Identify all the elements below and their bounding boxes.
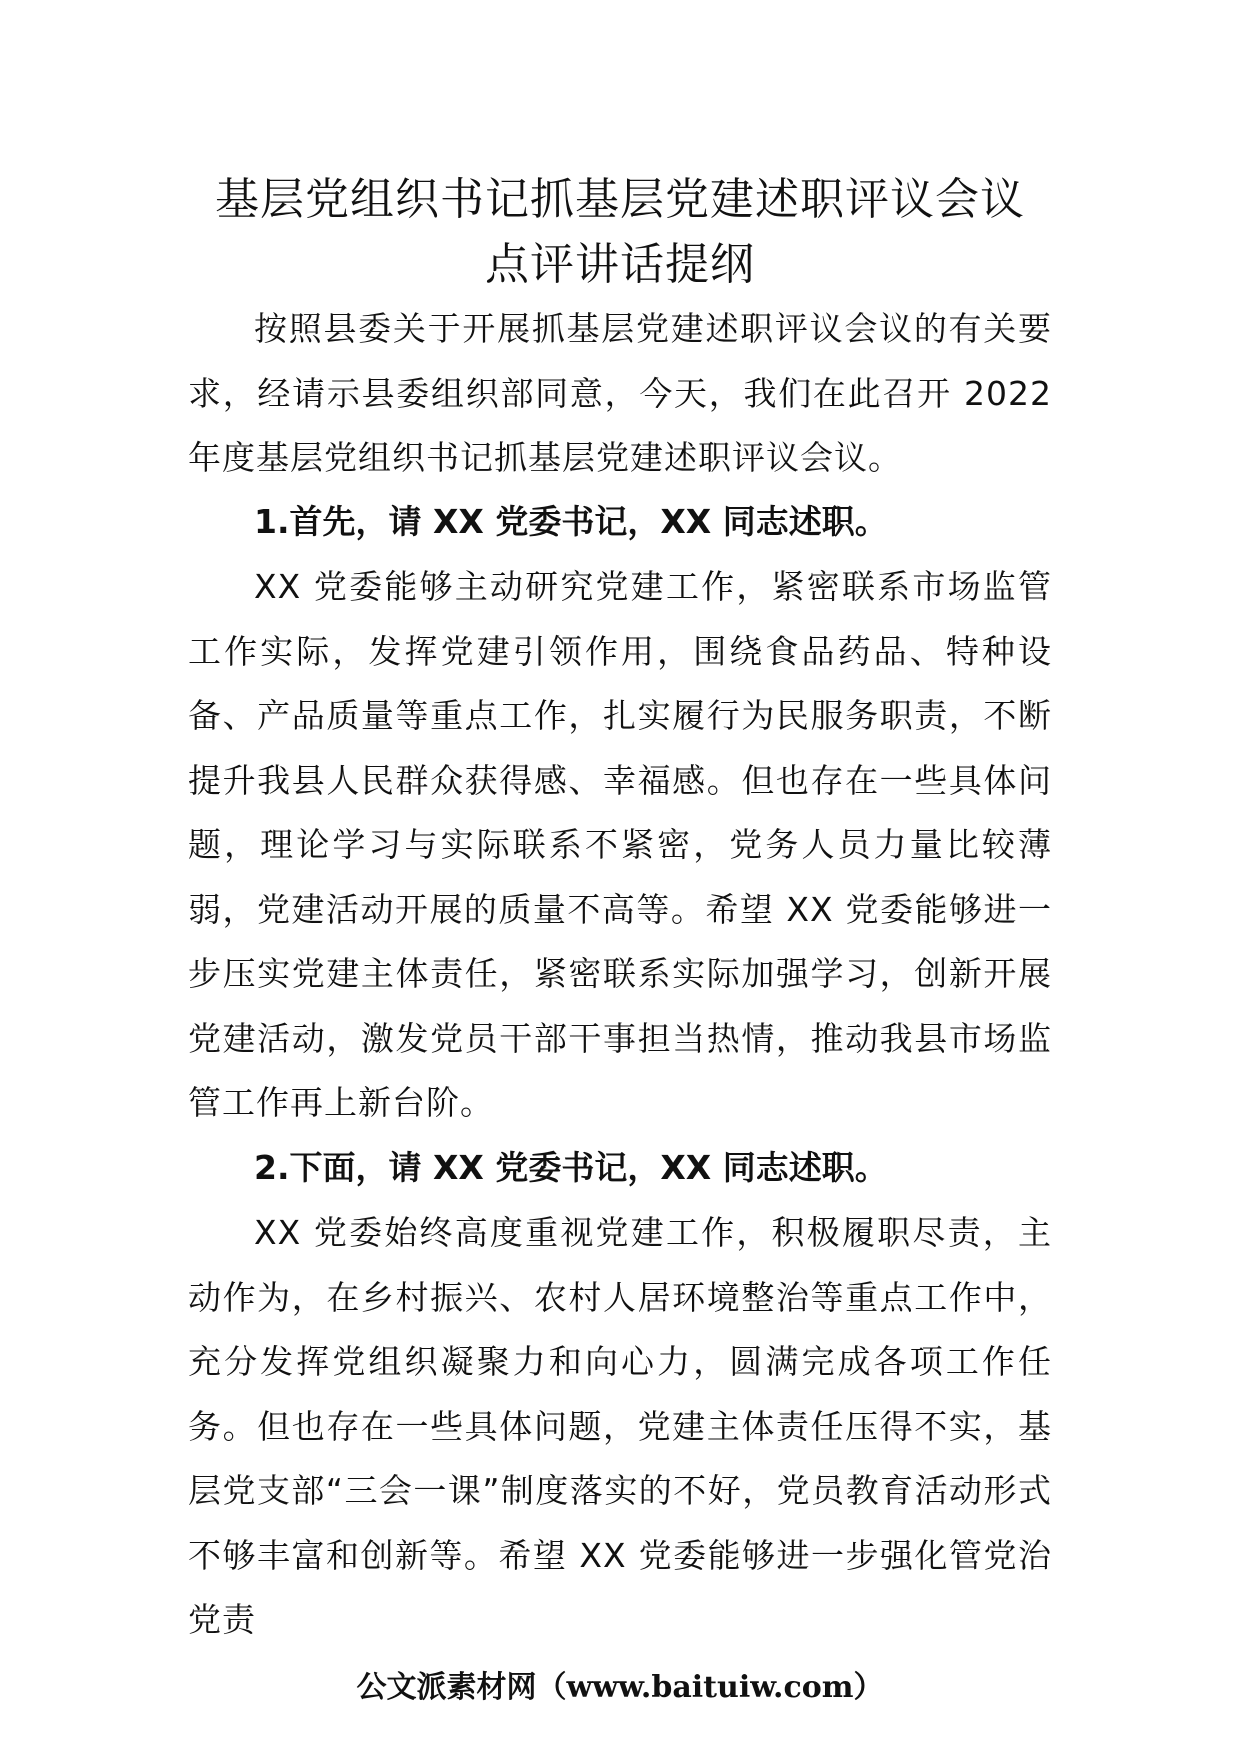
section-2-heading: 2.下面，请 XX 党委书记，XX 同志述职。 <box>254 1148 888 1187</box>
footer-watermark: 公文派素材网（www.baituiw.com） <box>356 1670 884 1705</box>
document-title-line-1: 基层党组织书记抓基层党建述职评议会议 <box>215 174 1025 225</box>
section-1-heading: 1.首先，请 XX 党委书记，XX 同志述职。 <box>254 502 888 541</box>
section-1-body: XX 党委能够主动研究党建工作，紧密联系市场监管工作实际，发挥党建引领作用，围绕食品药品、特种设备、产品质量等重点工作，扎实履行为民服务职责，不断提升我县人民群众获得感、幸福感。但也存在一些具体问题，理论学习与实际联系不紧密，党务人员力量比较薄弱，党建活动开展的质量不高等。希望 XX 党委能够进一步压实党建主体责任，紧密联系实际加强学习，创新开展党建活动，激发党员干部干事担当热情，推动我县市场监管工作再上新台阶。 <box>188 567 1052 1122</box>
document-title-line-2: 点评讲话提纲 <box>485 239 755 290</box>
intro-paragraph: 按照县委关于开展抓基层党建述职评议会议的有关要求，经请示县委组织部同意，今天，我们在此召开 2022 年度基层党组织书记抓基层党建述职评议会议。 <box>188 309 1052 477</box>
section-2-body: XX 党委始终高度重视党建工作，积极履职尽责，主动作为，在乡村振兴、农村人居环境整治等重点工作中，充分发挥党组织凝聚力和向心力，圆满完成各项工作任务。但也存在一些具体问题，党建主体责任压得不实，基层党支部“三会一课”制度落实的不好，党员教育活动形式不够丰富和创新等。希望 XX 党委能够进一步强化管党治党责 <box>188 1213 1052 1639</box>
